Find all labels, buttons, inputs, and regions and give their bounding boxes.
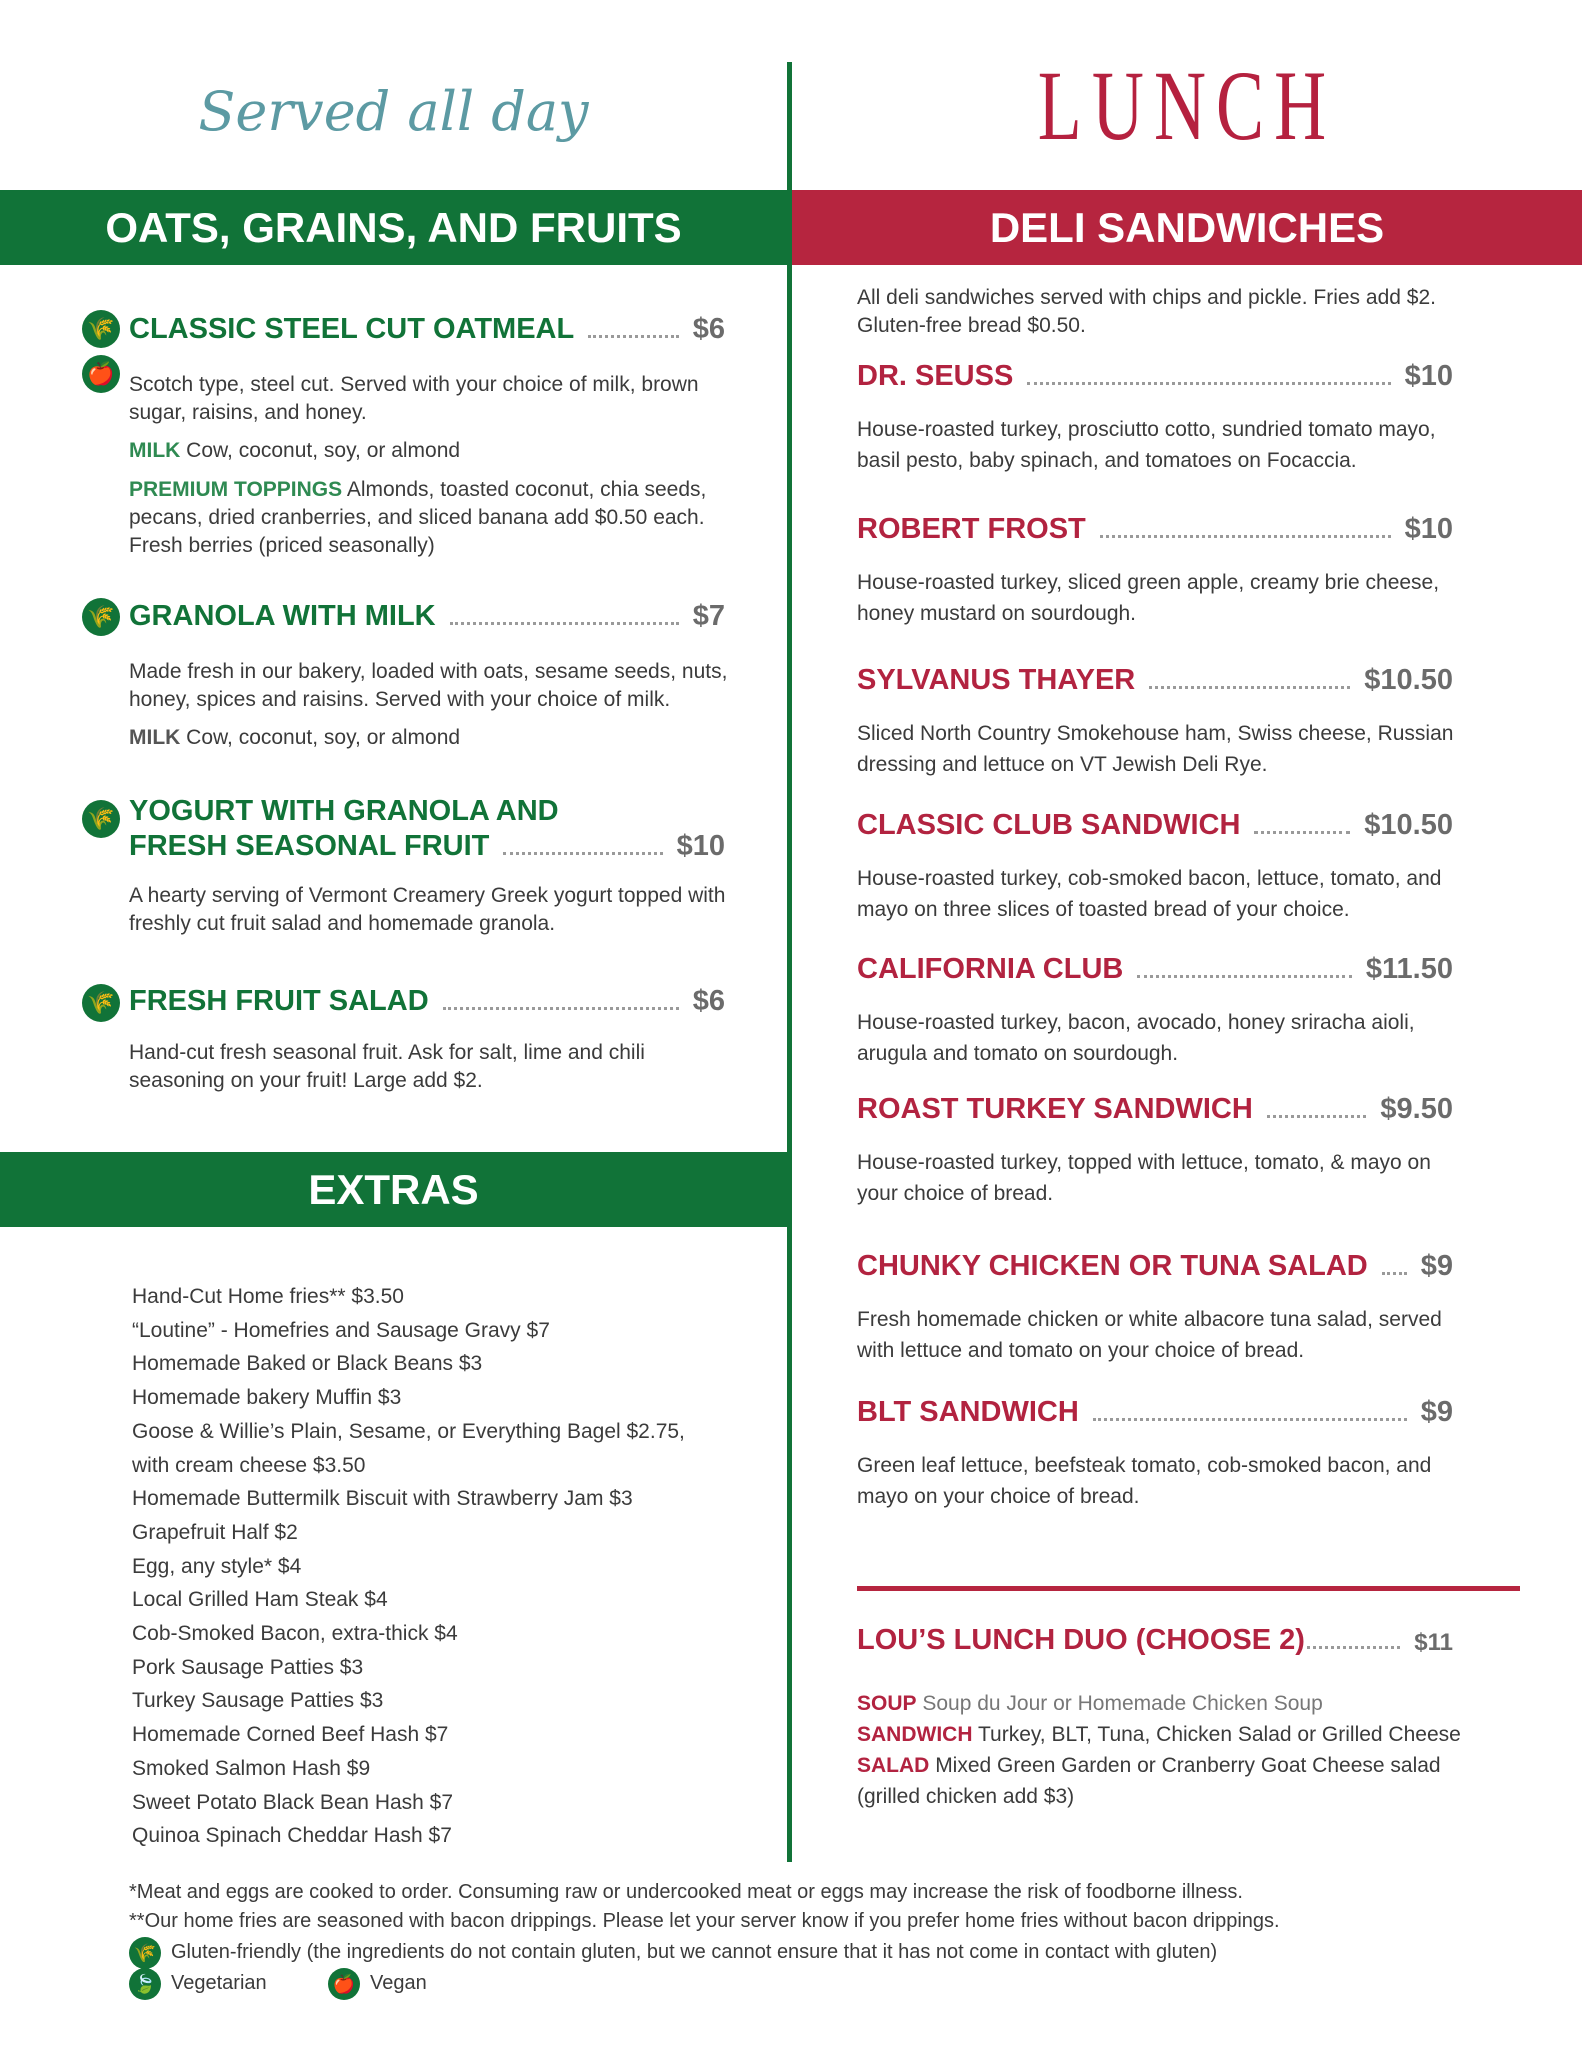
extras-item: Homemade Corned Beef Hash $7: [132, 1723, 449, 1747]
item-name: DR. SEUSS: [857, 360, 1014, 392]
legend-vegan: Vegan: [370, 1972, 427, 1994]
extras-item: Egg, any style* $4: [132, 1554, 302, 1578]
item-name: LOU’S LUNCH DUO (CHOOSE 2): [857, 1624, 1305, 1656]
extras-list: [132, 1280, 772, 1853]
item-price: $11: [1414, 1629, 1453, 1656]
item-description: Made fresh in our bakery, loaded with oats, sesame seeds, nuts, honey, spices and raisins. Served with your choice of milk.: [129, 660, 728, 711]
extras-item: with cream cheese $3.50: [132, 1453, 366, 1477]
wheat-icon: 🌾: [82, 598, 120, 636]
leader-dots: [443, 1007, 679, 1010]
soup-text: Soup du Jour or Homemade Chicken Soup: [922, 1692, 1323, 1715]
duo-salad: [857, 1750, 1467, 1812]
milk-label: MILK: [129, 726, 181, 749]
column-divider: [787, 62, 792, 1862]
item-price: $11.50: [1365, 953, 1453, 985]
item-description: Green leaf lettuce, beefsteak tomato, cob-smoked bacon, and mayo on your choice of bread.: [857, 1454, 1432, 1508]
salad-text: Mixed Green Garden or Cranberry Goat Cheese salad (grilled chicken add $3): [857, 1754, 1441, 1808]
deli-intro: All deli sandwiches served with chips and pickle. Fries add $2. Gluten-free bread $0.50.: [857, 286, 1436, 337]
apple-icon: 🍎: [82, 355, 120, 393]
soup-label: SOUP: [857, 1692, 917, 1715]
extras-item: Goose & Willie’s Plain, Sesame, or Everything Bagel $2.75,: [132, 1419, 685, 1443]
item-price: $7: [692, 600, 725, 632]
leader-dots: [450, 622, 679, 625]
menu-item-granola: [129, 600, 725, 633]
item-price: $9.50: [1380, 1093, 1453, 1125]
extras-item: Local Grilled Ham Steak $4: [132, 1588, 388, 1612]
oats-section-title: OATS, GRAINS, AND FRUITS: [105, 204, 682, 251]
extras-section-header: [0, 1152, 787, 1227]
leader-dots: [1382, 1272, 1407, 1275]
sandwich-text: Turkey, BLT, Tuna, Chicken Salad or Grilled Cheese: [977, 1723, 1461, 1746]
milk-text: Cow, coconut, soy, or almond: [186, 726, 461, 749]
item-description: Fresh homemade chicken or white albacore tuna salad, served with lettuce and tomato on your choice of bread.: [857, 1308, 1442, 1362]
milk-options: [129, 724, 719, 752]
duo-sandwich: [857, 1719, 1467, 1750]
item-name: ROBERT FROST: [857, 513, 1086, 545]
item-name: CALIFORNIA CLUB: [857, 953, 1124, 985]
menu-item-sylvanus-thayer: [857, 664, 1453, 697]
item-price: $10: [676, 830, 725, 862]
leader-dots: [1149, 686, 1350, 689]
toppings-label: PREMIUM TOPPINGS: [129, 478, 343, 501]
milk-label: MILK: [129, 439, 181, 462]
item-name: SYLVANUS THAYER: [857, 664, 1136, 696]
item-price: $10: [1404, 513, 1453, 545]
menu-item-robert-frost: [857, 513, 1453, 546]
item-description: A hearty serving of Vermont Creamery Greek yogurt topped with freshly cut fruit salad and homemade granola.: [129, 884, 726, 935]
menu-item-roast-turkey: [857, 1093, 1453, 1126]
extras-item: Sweet Potato Black Bean Hash $7: [132, 1790, 454, 1814]
item-description: House-roasted turkey, prosciutto cotto, sundried tomato mayo, basil pesto, baby spinach, and tomatoes on Focaccia.: [857, 418, 1436, 472]
item-description: House-roasted turkey, topped with lettuce, tomato, & mayo on your choice of bread.: [857, 1151, 1431, 1205]
leader-dots: [503, 852, 662, 855]
item-price: $10.50: [1364, 664, 1453, 696]
leader-dots: [1137, 975, 1352, 978]
item-price: $10.50: [1364, 809, 1453, 841]
leader-dots: [1307, 1646, 1400, 1649]
salad-label: SALAD: [857, 1754, 930, 1777]
leader-dots: [1093, 1418, 1407, 1421]
menu-item-blt: [857, 1396, 1453, 1429]
item-name: CLASSIC STEEL CUT OATMEAL: [129, 313, 575, 345]
extras-item: Homemade bakery Muffin $3: [132, 1386, 402, 1410]
item-name-line1: YOGURT WITH GRANOLA AND: [129, 795, 559, 827]
duo-options: [857, 1688, 1467, 1812]
item-price: $6: [692, 985, 725, 1017]
extras-item: Homemade Baked or Black Beans $3: [132, 1352, 483, 1376]
item-name: CHUNKY CHICKEN OR TUNA SALAD: [857, 1250, 1368, 1282]
item-price: $9: [1420, 1396, 1453, 1428]
item-description: House-roasted turkey, sliced green apple, creamy brie cheese, honey mustard on sourdough.: [857, 571, 1440, 625]
item-price: $6: [692, 313, 725, 345]
wheat-icon: 🌾: [82, 800, 120, 838]
wheat-icon: 🌾: [129, 1937, 161, 1969]
menu-item-california-club: [857, 953, 1453, 986]
served-all-day-title: Served all day: [198, 80, 589, 143]
apple-icon: 🍎: [328, 1968, 360, 2000]
leaf-icon: 🍃: [129, 1968, 161, 2000]
extras-item: “Loutine” - Homefries and Sausage Gravy $7: [132, 1318, 550, 1342]
item-name: BLT SANDWICH: [857, 1396, 1079, 1428]
extras-item: Quinoa Spinach Cheddar Hash $7: [132, 1824, 452, 1848]
deli-section-header: [792, 190, 1582, 265]
deli-section-title: DELI SANDWICHES: [989, 204, 1385, 251]
menu-item-oatmeal: [129, 313, 725, 346]
extras-section-title: EXTRAS: [308, 1166, 479, 1213]
item-description: Sliced North Country Smokehouse ham, Swiss cheese, Russian dressing and lettuce on VT Jewish Deli Rye.: [857, 722, 1454, 776]
extras-item: Smoked Salmon Hash $9: [132, 1756, 371, 1780]
wheat-icon: 🌾: [82, 310, 120, 348]
milk-text: Cow, coconut, soy, or almond: [186, 439, 461, 462]
item-name: GRANOLA WITH MILK: [129, 600, 436, 632]
extras-item: Pork Sausage Patties $3: [132, 1655, 364, 1679]
leader-dots: [1100, 535, 1391, 538]
extras-item: Cob-Smoked Bacon, extra-thick $4: [132, 1622, 458, 1646]
item-name: FRESH FRUIT SALAD: [129, 985, 429, 1017]
extras-item: Grapefruit Half $2: [132, 1520, 298, 1544]
milk-options: [129, 437, 719, 465]
duo-soup: [857, 1688, 1467, 1719]
toppings-text: Almonds, toasted coconut, chia seeds, pecans, dried cranberries, and sliced banana add $0.50 each. Fresh berries (priced seasonally): [129, 478, 707, 557]
item-description: Scotch type, steel cut. Served with your choice of milk, brown sugar, raisins, and honey.: [129, 373, 699, 424]
oats-section-header: [0, 190, 787, 265]
item-description: Hand-cut fresh seasonal fruit. Ask for salt, lime and chili seasoning on your fruit! Large add $2.: [129, 1041, 645, 1092]
menu-item-classic-club: [857, 809, 1453, 842]
item-name: ROAST TURKEY SANDWICH: [857, 1093, 1253, 1125]
extras-item: Hand-Cut Home fries** $3.50: [132, 1285, 404, 1308]
menu-item-fruit-salad: [129, 985, 725, 1018]
leader-dots: [1267, 1115, 1367, 1118]
lunch-title: LUNCH: [1037, 50, 1337, 161]
item-name-line2: FRESH SEASONAL FRUIT: [129, 830, 490, 862]
footer-note-2: **Our home fries are seasoned with bacon drippings. Please let your server know if you prefer home fries without bacon drippings.: [129, 1910, 1280, 1932]
item-description: House-roasted turkey, bacon, avocado, honey sriracha aioli, arugula and tomato on sourdough.: [857, 1011, 1415, 1065]
extras-item: Turkey Sausage Patties $3: [132, 1689, 384, 1713]
item-price: $9: [1420, 1250, 1453, 1282]
sandwich-label: SANDWICH: [857, 1723, 973, 1746]
extras-item: Homemade Buttermilk Biscuit with Strawberry Jam $3: [132, 1487, 633, 1511]
item-description: House-roasted turkey, cob-smoked bacon, lettuce, tomato, and mayo on three slices of toasted bread of your choice.: [857, 867, 1442, 921]
menu-item-chicken-tuna: [857, 1250, 1453, 1283]
leader-dots: [588, 335, 679, 338]
duo-divider: [857, 1586, 1520, 1591]
item-name: CLASSIC CLUB SANDWICH: [857, 809, 1241, 841]
menu-item-dr-seuss: [857, 360, 1453, 393]
item-price: $10: [1404, 360, 1453, 392]
legend-vegetarian: Vegetarian: [171, 1972, 267, 1994]
leader-dots: [1254, 831, 1350, 834]
legend-gluten: Gluten-friendly (the ingredients do not contain gluten, but we cannot ensure that it has not come in contact with gluten): [171, 1941, 1218, 1963]
menu-item-yogurt: [129, 830, 725, 863]
premium-toppings: [129, 476, 729, 560]
footer-note-1: *Meat and eggs are cooked to order. Consuming raw or undercooked meat or eggs may increase the risk of foodborne illness.: [129, 1881, 1243, 1903]
wheat-icon: 🌾: [82, 984, 120, 1022]
menu-item-lunch-duo: [857, 1624, 1453, 1657]
leader-dots: [1027, 382, 1390, 385]
